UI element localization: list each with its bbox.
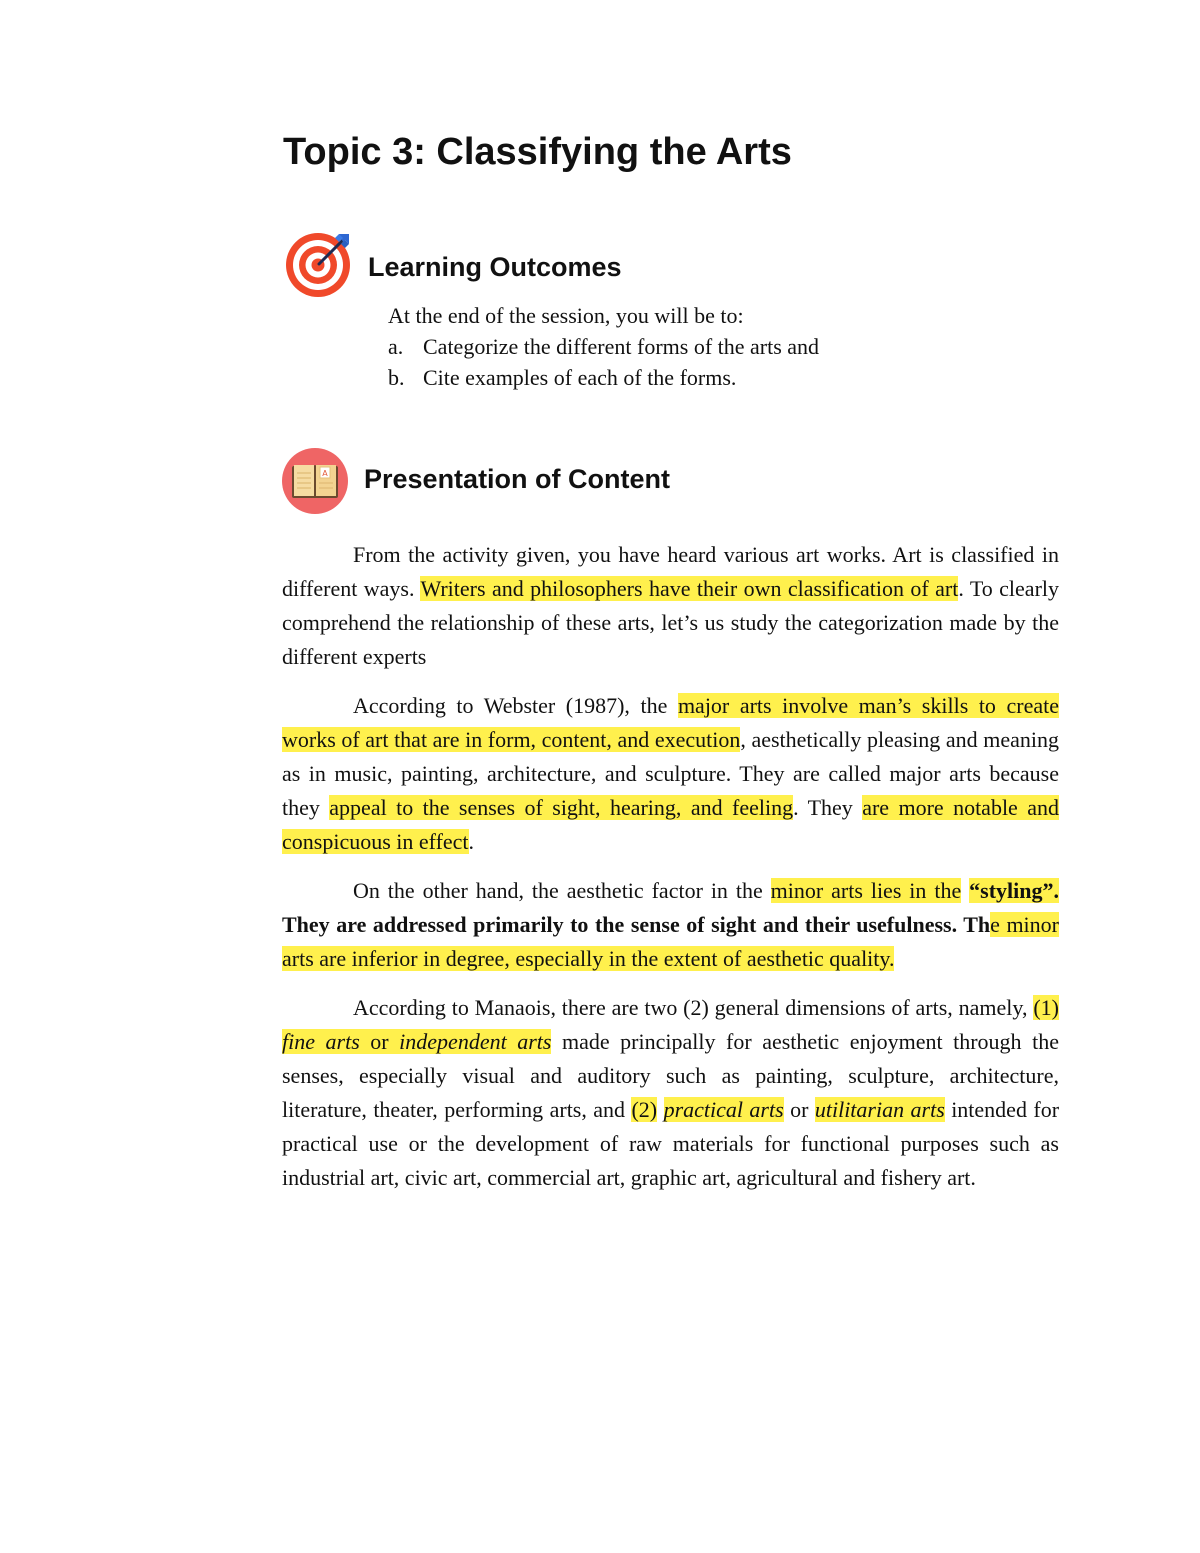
presentation-body xyxy=(282,538,1059,1210)
highlighted-text: or xyxy=(359,1029,400,1054)
highlighted-text: Writers and philosophers have their own classification of art xyxy=(420,576,959,601)
learning-outcomes-intro: At the end of the session, you will be to: xyxy=(388,303,744,328)
text-run: intended for practical use or the development of raw materials for functional purposes such as industrial art, civic art, commercial art, graphic art, agricultural and fishery art. xyxy=(282,1097,1060,1190)
highlighted-text: (2) xyxy=(631,1097,658,1122)
list-item-text: Cite examples of each of the forms. xyxy=(423,365,737,390)
text-run: . They xyxy=(793,795,863,820)
highlighted-text: minor arts lies in the xyxy=(770,878,962,903)
target-icon xyxy=(283,230,353,300)
highlighted-text: major arts involve man’s skills to create works of art that are in form, content, and execution xyxy=(282,693,1059,752)
paragraph-2 xyxy=(282,689,1059,859)
highlighted-italic-term: practical arts xyxy=(663,1097,784,1122)
page-title: Topic 3: Classifying the Arts xyxy=(283,131,792,173)
paragraph-4 xyxy=(282,991,1059,1195)
text-run: . To clearly comprehend the relationship of these arts, let’s us study the categorization made by the different experts xyxy=(282,576,1060,669)
presentation-heading: Presentation of Content xyxy=(364,464,671,494)
paragraph-1 xyxy=(282,538,1059,674)
text-run: , aesthetically pleasing and meaning as in music, painting, architecture, and sculpture. They are called major arts because they xyxy=(282,727,1059,820)
highlighted-bold-text: “styling”. xyxy=(969,878,1060,903)
text-run: or xyxy=(783,1097,815,1122)
bold-text-run: They are addressed primarily to the sense of sight and their usefulness. Th xyxy=(282,912,991,937)
highlighted-italic-term: utilitarian arts xyxy=(814,1097,945,1122)
learning-outcomes-heading: Learning Outcomes xyxy=(368,252,622,282)
paragraph-3 xyxy=(282,874,1059,976)
book-icon xyxy=(280,446,350,516)
highlighted-italic-term: independent arts xyxy=(399,1029,552,1054)
learning-outcomes-list xyxy=(388,331,948,393)
text-run: From the activity given, you have heard various art works. Art is classified in different ways. xyxy=(282,542,1059,601)
highlighted-text: are more notable and conspicuous in effect xyxy=(282,795,1059,854)
highlighted-italic-term: fine arts xyxy=(282,1029,360,1054)
highlighted-text: e minor arts are inferior in degree, especially in the extent of aesthetic quality. xyxy=(282,912,1059,971)
list-marker: a. xyxy=(388,334,404,359)
text-run: According to Manaois, there are two (2) general dimensions of arts, namely, xyxy=(353,995,1034,1020)
list-marker: b. xyxy=(388,365,405,390)
list-item-text: Categorize the different forms of the arts and xyxy=(423,334,820,359)
text-run: On the other hand, the aesthetic factor in the xyxy=(353,878,771,903)
svg-text:A: A xyxy=(322,469,328,478)
text-run: made principally for aesthetic enjoyment through the senses, especially visual and auditory such as painting, sculpture, architecture, literature, theater, performing arts, and xyxy=(282,1029,1059,1122)
learning-outcomes-body xyxy=(388,300,948,393)
highlighted-text: appeal to the senses of sight, hearing, and feeling xyxy=(329,795,794,820)
list-item xyxy=(388,331,948,362)
highlighted-text: (1) xyxy=(1033,995,1059,1020)
text-run: According to Webster (1987), the xyxy=(353,693,678,718)
list-item xyxy=(388,362,948,393)
text-run: . xyxy=(468,829,475,854)
